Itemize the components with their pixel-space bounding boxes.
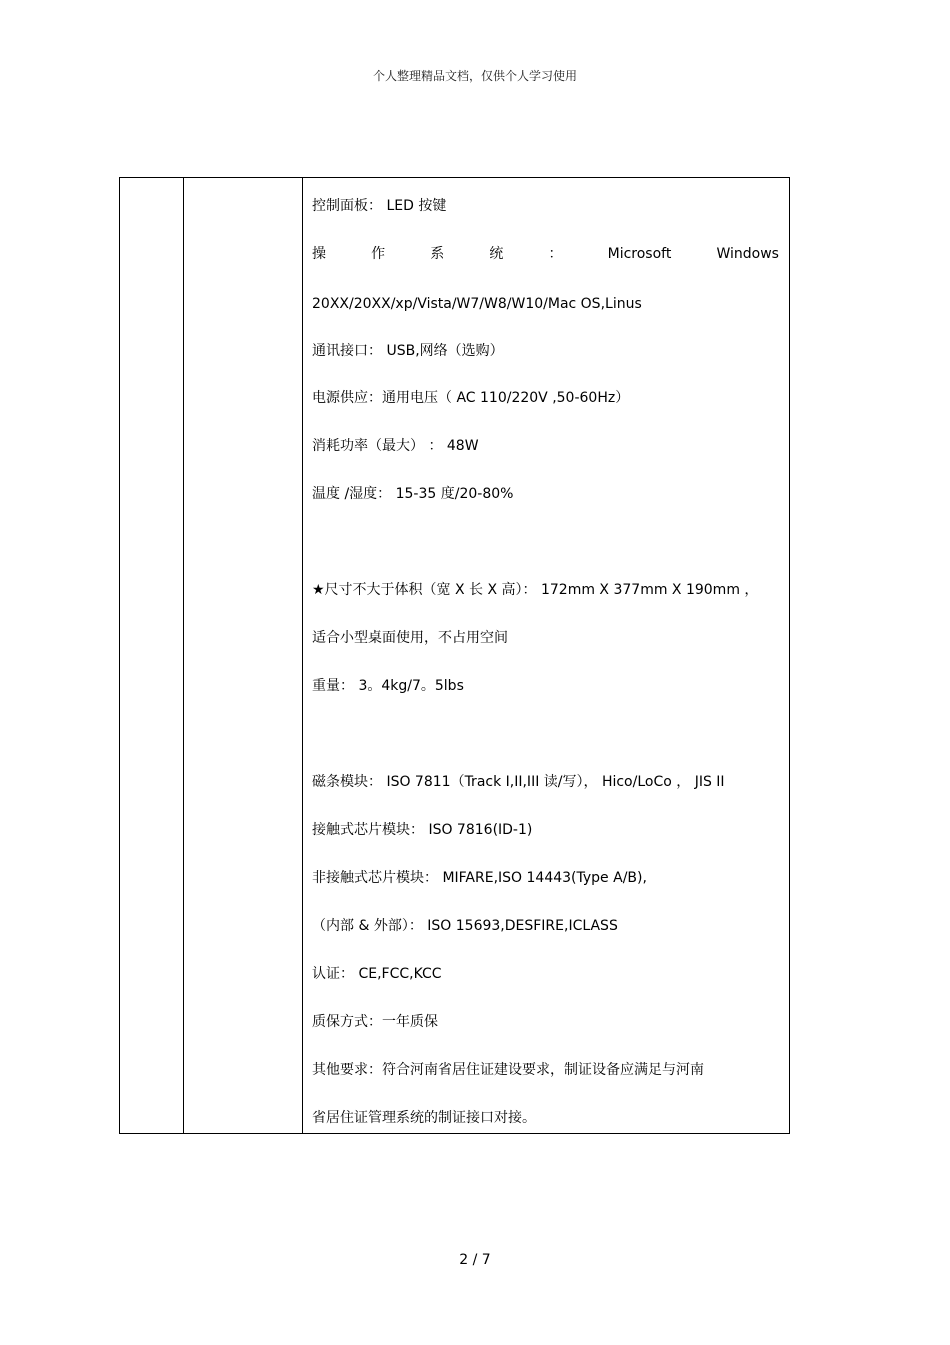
spec-magstripe: 磁条模块： ISO 7811（Track I,II,III 读/写）， Hico/LoCo ， JIS II [312,774,725,790]
spec-control-panel: 控制面板： LED 按键 [312,198,447,214]
spec-os-word: Microsoft [607,246,672,262]
spec-weight: 重量： 3。4kg/7。5lbs [312,678,464,694]
spec-warranty: 质保方式：一年质保 [312,1014,438,1030]
spec-size-note: 适合小型桌面使用，不占用空间 [312,630,508,646]
spec-temp-humidity: 温度 /湿度： 15-35 度/20-80% [312,486,514,502]
spec-os-line [312,244,779,264]
spec-power: 电源供应：通用电压（ AC 110/220V ,50-60Hz） [312,390,630,406]
spec-contact-chip: 接触式芯片模块： ISO 7816(ID-1) [312,822,533,838]
spec-table [119,177,790,1134]
spec-size: ★尺寸不大于体积（宽 X 长 X 高）： 172mm X 377mm X 190mm ， [312,582,759,598]
spec-interface: 通讯接口： USB,网络（选购） [312,343,504,359]
page-header-note: 个人整理精品文档，仅供个人学习使用 [372,69,577,83]
spec-internal-external: （内部 & 外部）： ISO 15693,DESFIRE,ICLASS [312,918,618,934]
spec-consumption: 消耗功率（最大） ： 48W [312,438,479,454]
table-column-divider [183,178,184,1133]
spec-os-word: 统 [489,246,504,262]
table-column-divider [302,178,303,1133]
spec-contactless-chip: 非接触式芯片模块： MIFARE,ISO 14443(Type A/B), [312,870,647,886]
spec-other-requirements-2: 省居住证管理系统的制证接口对接。 [312,1110,536,1126]
spec-os-word: 作 [371,246,386,262]
spec-cell [312,178,779,1133]
spec-os-word: Windows [716,246,779,262]
spec-os-word: ： [548,246,563,262]
page-number: 2 / 7 [459,1252,491,1268]
spec-os-word: 系 [430,246,445,262]
spec-os-line-2: 20XX/20XX/xp/Vista/W7/W8/W10/Mac OS,Linus [312,296,642,312]
spec-os-word: 操 [312,246,326,262]
spec-other-requirements: 其他要求：符合河南省居住证建设要求，制证设备应满足与河南 [312,1062,704,1078]
spec-certification: 认证： CE,FCC,KCC [312,966,442,982]
